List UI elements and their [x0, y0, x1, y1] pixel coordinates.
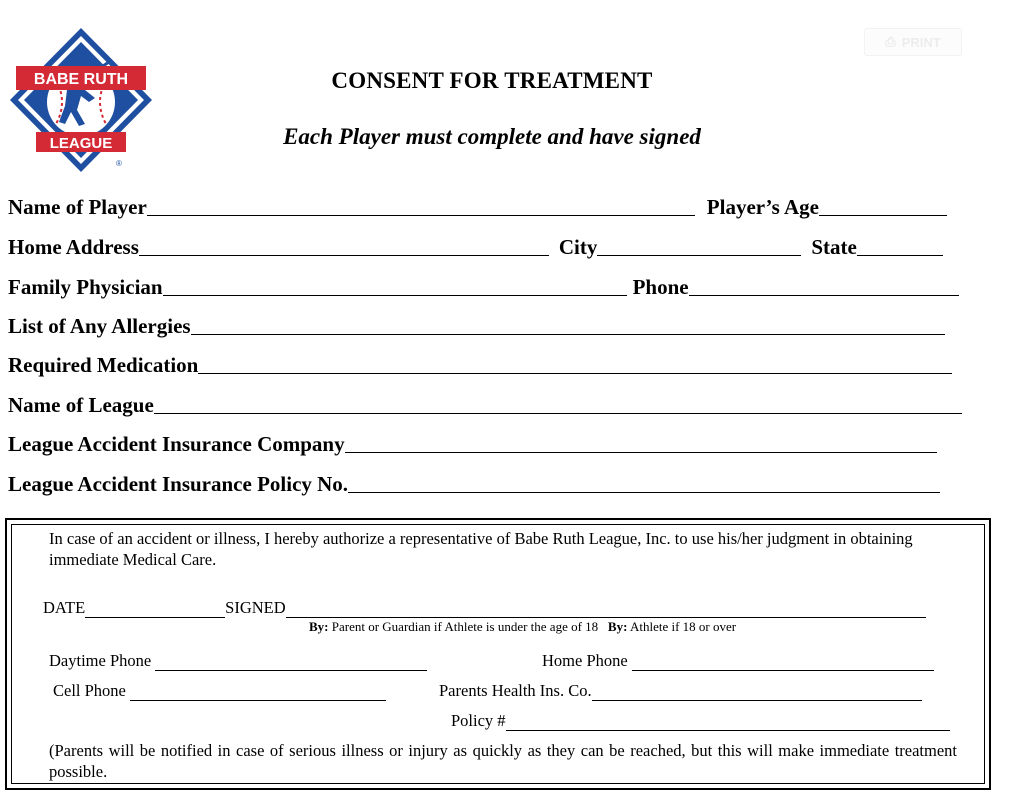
page-subtitle: Each Player must complete and have signed	[283, 124, 701, 149]
allergies-label: List of Any Allergies	[8, 314, 191, 338]
home-phone-input[interactable]	[632, 655, 934, 671]
phone-input[interactable]	[689, 273, 959, 296]
city-input[interactable]	[597, 233, 801, 256]
signer-note	[309, 619, 736, 635]
consent-text: In case of an accident or illness, I hereby authorize a representative of Babe Ruth League, Inc. to use his/her judgment in obtaining immediate Medical Care.	[49, 529, 913, 569]
home-address-input[interactable]	[139, 233, 549, 256]
daytime-phone-field	[49, 651, 427, 671]
name-of-player-label: Name of Player	[8, 195, 147, 219]
city-label: City	[558, 235, 598, 259]
policy-no-input[interactable]	[348, 470, 940, 493]
cell-phone-field	[53, 681, 386, 701]
by-label-1: By:	[309, 619, 329, 634]
cell-phone-label: Cell Phone	[53, 681, 126, 700]
policy-no-row	[8, 469, 940, 497]
medication-label: Required Medication	[8, 353, 199, 377]
print-button-label: PRINT	[901, 34, 941, 50]
page-title: CONSENT FOR TREATMENT	[331, 68, 653, 93]
policy-input[interactable]	[506, 715, 950, 731]
league-row	[8, 390, 962, 418]
name-of-player-input[interactable]	[147, 193, 695, 216]
insurance-company-row	[8, 429, 937, 457]
parents-ins-input[interactable]	[592, 685, 922, 701]
signature-input[interactable]	[286, 602, 926, 618]
cell-phone-input[interactable]	[130, 685, 386, 701]
home-phone-field	[542, 651, 934, 671]
family-physician-label: Family Physician	[8, 275, 163, 299]
daytime-phone-label: Daytime Phone	[49, 651, 152, 670]
date-input[interactable]	[85, 602, 225, 618]
policy-field	[451, 711, 950, 731]
by-label-2: By:	[607, 619, 628, 634]
physician-row	[8, 272, 959, 300]
home-phone-label: Home Phone	[542, 651, 628, 670]
registered-mark: ®	[116, 159, 122, 168]
daytime-phone-input[interactable]	[155, 655, 427, 671]
allergies-row	[8, 311, 945, 339]
print-button[interactable]	[864, 28, 962, 56]
date-signed-row	[43, 598, 926, 618]
printer-icon: ⎙	[885, 34, 896, 49]
player-row	[8, 192, 947, 220]
parents-ins-field	[439, 681, 922, 701]
address-row	[8, 232, 943, 260]
state-input[interactable]	[857, 233, 943, 256]
babe-ruth-league-logo	[8, 26, 154, 178]
phone-label: Phone	[632, 275, 689, 299]
by-text-2: Athlete if 18 or over	[629, 619, 737, 634]
medication-input[interactable]	[198, 351, 952, 374]
league-name-input[interactable]	[154, 391, 962, 414]
signed-label: SIGNED	[225, 598, 286, 617]
consent-box	[5, 518, 991, 790]
by-text-1: Parent or Guardian if Athlete is under the age of 18	[331, 619, 599, 634]
policy-label: Policy #	[451, 711, 506, 730]
state-label: State	[811, 235, 857, 259]
home-address-label: Home Address	[8, 235, 139, 259]
league-name-label: Name of League	[8, 393, 154, 417]
logo-bottom-text: LEAGUE	[49, 135, 113, 152]
players-age-input[interactable]	[819, 193, 947, 216]
notice-text: (Parents will be notified in case of serious illness or injury as quickly as they can be reached, but this will make immediate treatment possible.	[49, 741, 957, 781]
insurance-company-label: League Accident Insurance Company	[8, 432, 345, 456]
date-label: DATE	[43, 598, 86, 617]
parents-ins-label: Parents Health Ins. Co.	[439, 681, 592, 700]
family-physician-input[interactable]	[163, 273, 627, 296]
insurance-company-input[interactable]	[345, 430, 937, 453]
medication-row	[8, 350, 952, 378]
policy-no-label: League Accident Insurance Policy No.	[8, 472, 349, 496]
logo-top-text: BABE RUTH	[33, 71, 129, 88]
allergies-input[interactable]	[191, 312, 945, 335]
players-age-label: Player’s Age	[706, 195, 819, 219]
